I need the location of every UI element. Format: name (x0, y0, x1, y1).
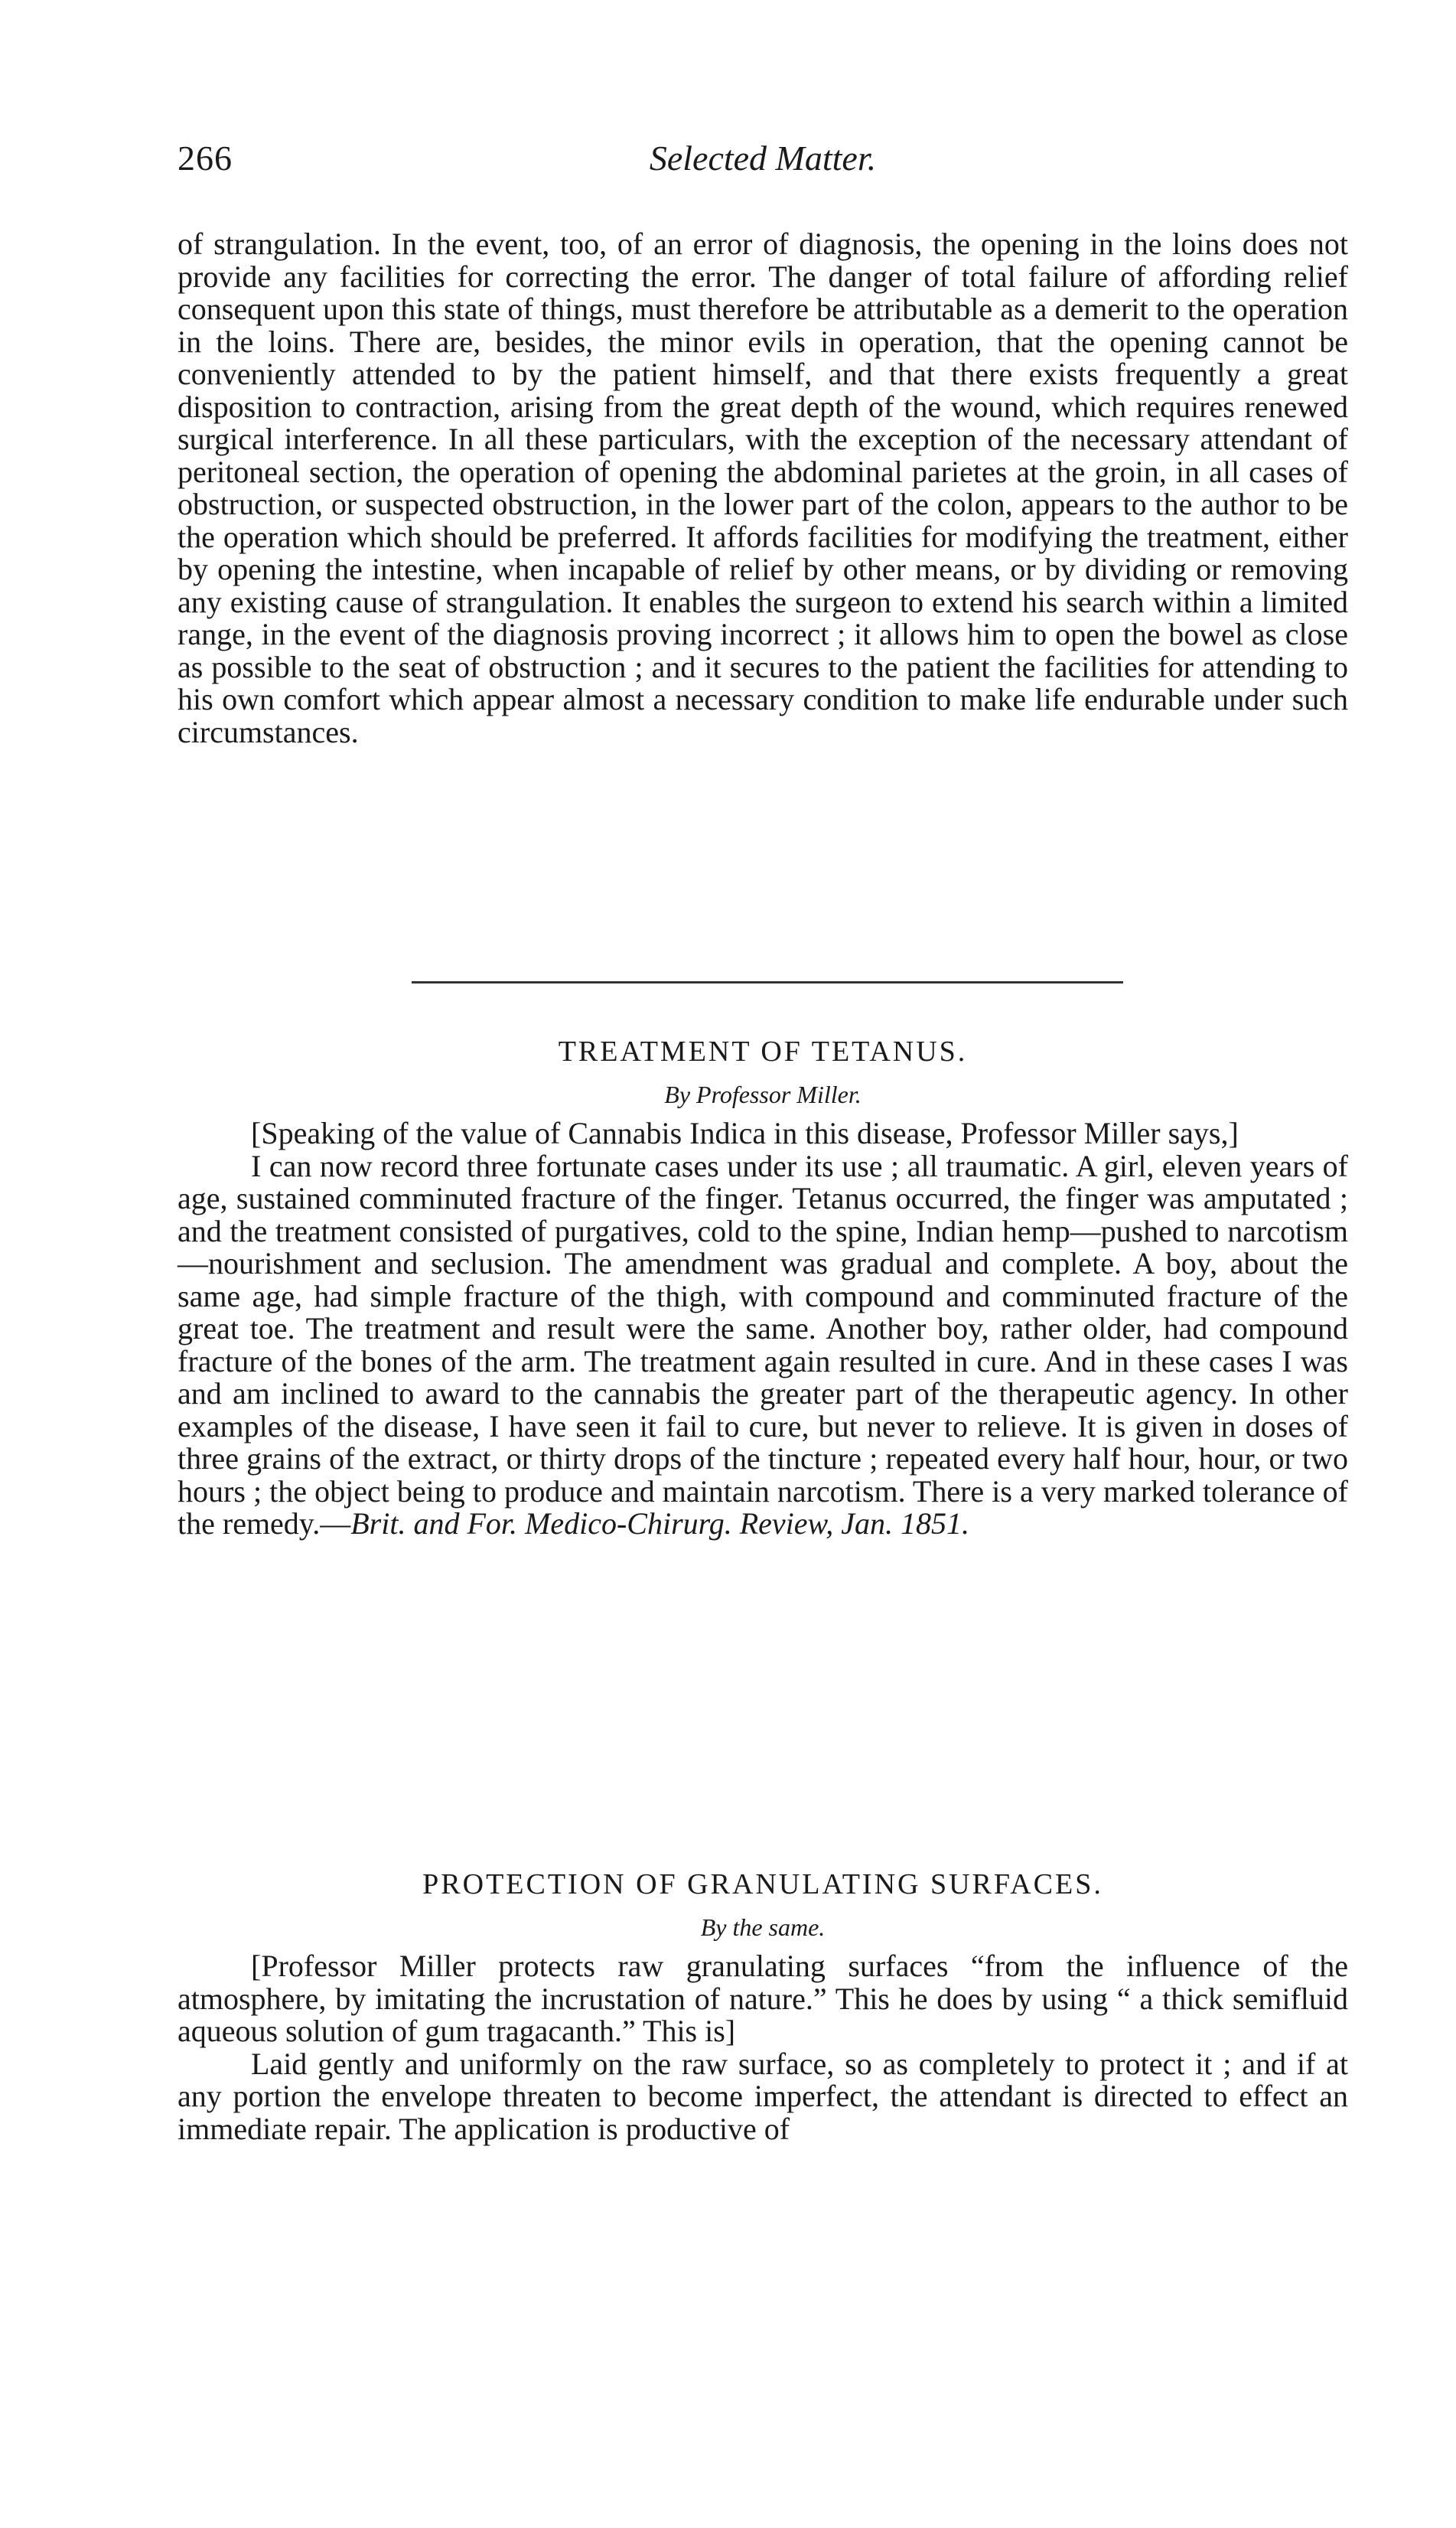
continuation-paragraph: of strangulation. In the event, too, of an error of diagnosis, the opening in the loins does not provide any facilities for correcting the error. The danger of total failure of affording relief consequent upon this state of things, must therefore be attributable as a demerit to the operation in the loins. There are, besides, the minor evils in operation, that the opening cannot be conveniently attended to by the patient himself, and that there exists frequently a great disposition to contraction, arising from the great depth of the wound, which requires renewed surgical interference. In all these particulars, with the exception of the necessary attendant of peritoneal section, the operation of opening the abdominal parietes at the groin, in all cases of obstruction, or suspected obstruction, in the lower part of the colon, appears to the author to be the operation which should be preferred. It affords facilities for modifying the treatment, either by opening the intestine, when incapable of relief by other means, or by dividing or removing any existing cause of strangulation. It enables the surgeon to extend his search within a limited range, in the event of the diagnosis proving incorrect ; it allows him to open the bowel as close as possible to the seat of obstruction ; and it secures to the patient the facilities for attending to his own comfort which appear almost a necessary condition to make life endurable under such circumstances. (178, 227, 1348, 749)
granulating-byline: By the same. (700, 1913, 826, 1941)
tetanus-article (178, 1117, 1348, 1541)
article-continuation (178, 228, 1348, 749)
section-divider (412, 981, 1123, 983)
running-head (178, 138, 1348, 191)
granulating-body: Laid gently and uniformly on the raw surface, so as completely to protect it ; and if at any portion the envelope threaten to become imperfect, the attendant is directed to effect an immediate repair. The application is productive of (178, 2046, 1348, 2146)
granulating-heading: PROTECTION OF GRANULATING SURFACES. (422, 1868, 1103, 1900)
page-number: 266 (178, 139, 233, 178)
tetanus-heading: TREATMENT OF TETANUS. (558, 1036, 968, 1068)
granulating-article (178, 1950, 1348, 2145)
tetanus-byline: By Professor Miller. (664, 1081, 862, 1108)
running-title: Selected Matter. (649, 139, 877, 178)
tetanus-body (178, 1150, 1348, 1541)
granulating-intro: [Professor Miller protects raw granulating surfaces “from the influence of the atmosphere, by imitating the incrustation of nature.” This he does by using “ a thick semifluid aqueous solution of gum tragacanth.” This is] (178, 1949, 1348, 2048)
tetanus-citation: Brit. and For. Medico-Chirurg. Review, Jan. 1851. (350, 1506, 969, 1541)
tetanus-body-text: I can now record three fortunate cases under its use ; all traumatic. A girl, eleven years of age, sustained comminuted fracture of the finger. Tetanus occurred, the finger was amputated ; and the treatment consisted of purgatives, cold to the spine, Indian hemp—pushed to narcotism—nourishment and seclusion. The amendment was gradual and complete. A boy, about the same age, had simple fracture of the thigh, with compound and comminuted fracture of the great toe. The treatment and result were the same. Another boy, rather older, had compound fracture of the bones of the arm. The treatment again resulted in cure. And in these cases I was and am inclined to award to the cannabis the greater part of the therapeutic agency. In other examples of the disease, I have seen it fail to cure, but never to relieve. It is given in doses of three grains of the extract, or thirty drops of the tincture ; repeated every half hour, hour, or two hours ; the object being to produce and maintain narcotism. There is a very marked tolerance of the remedy.— (178, 1148, 1348, 1541)
tetanus-intro: [Speaking of the value of Cannabis Indica in this disease, Professor Miller says,] (251, 1116, 1239, 1150)
